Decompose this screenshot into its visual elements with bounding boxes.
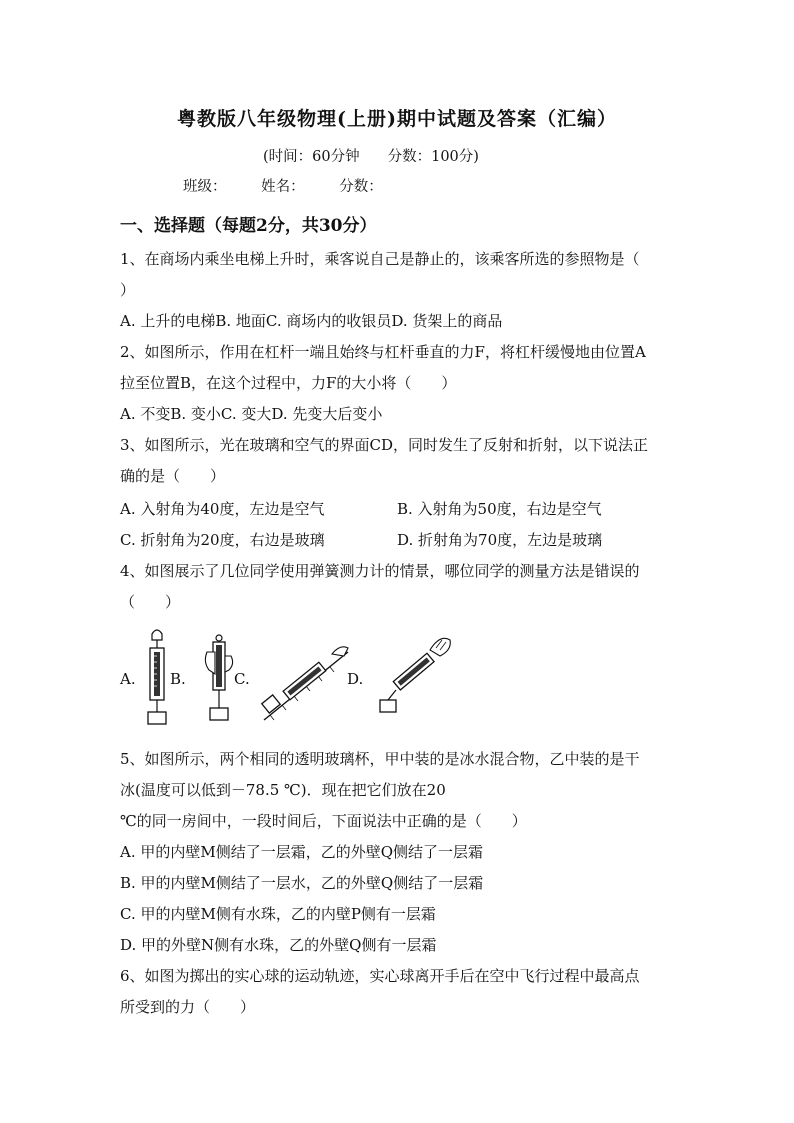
q1-stem-line2: ）: [120, 281, 136, 299]
exam-info: [263, 145, 479, 166]
class-field: 班级：: [183, 179, 227, 195]
q5-stem-line3: ℃的同一房间中，一段时间后，下面说法中正确的是（ ）: [120, 812, 527, 830]
q1-stem-line1: 1、在商场内乘坐电梯上升时，乘客说自己是静止的，该乘客所选的参照物是（: [120, 250, 640, 268]
q4-stem-line2: （ ）: [120, 593, 181, 611]
spring-scale-figure: [120, 626, 460, 731]
q2-options: A. 不变B. 变小C. 变大D. 先变大后变小: [120, 405, 383, 423]
figure-label-c: C.: [234, 670, 250, 688]
q1-options: A. 上升的电梯B. 地面C. 商场内的收银员D. 货架上的商品: [120, 312, 503, 330]
q5-stem-line2: 冰(温度可以低到－78.5 ℃)．现在把它们放在20: [120, 781, 446, 799]
student-fields: [183, 175, 413, 196]
q3-option-c: C. 折射角为20度，右边是玻璃: [120, 531, 325, 549]
spring-scale-d-drawing: [374, 628, 454, 718]
spring-scale-a-drawing: [142, 626, 172, 731]
q5-option-d: D. 甲的外壁N侧有水珠，乙的外壁Q侧有一层霜: [120, 936, 437, 954]
q4-stem-line1: 4、如图展示了几位同学使用弹簧测力计的情景，哪位同学的测量方法是错误的: [120, 562, 640, 580]
q3-option-a: A. 入射角为40度，左边是空气: [120, 500, 325, 518]
q6-stem-line2: 所受到的力（ ）: [120, 998, 256, 1016]
q3-stem-line1: 3、如图所示，光在玻璃和空气的界面CD，同时发生了反射和折射，以下说法正: [120, 436, 649, 454]
page-title: 粤教版八年级物理(上册)期中试题及答案（汇编）: [177, 108, 617, 130]
exam-total-score: 分数：100分): [387, 149, 479, 165]
spring-scale-c-drawing: [260, 632, 350, 722]
figure-label-b: B.: [170, 670, 186, 688]
q2-stem-line1: 2、如图所示，作用在杠杆一端且始终与杠杆垂直的力F，将杠杆缓慢地由位置A: [120, 343, 646, 361]
q3-stem-line2: 确的是（ ）: [120, 467, 226, 485]
figure-label-d: D.: [347, 670, 364, 688]
score-field: 分数：: [339, 179, 383, 195]
name-field: 姓名：: [261, 179, 305, 195]
figure-label-a: A.: [120, 670, 136, 688]
q2-stem-line2: 拉至位置B，在这个过程中，力F的大小将（ ）: [120, 374, 457, 392]
exam-time: (时间：60分钟: [263, 149, 360, 165]
q5-option-b: B. 甲的内壁M侧结了一层水，乙的外壁Q侧结了一层霜: [120, 874, 484, 892]
q5-option-c: C. 甲的内壁M侧有水珠，乙的内壁P侧有一层霜: [120, 905, 436, 923]
q6-stem-line1: 6、如图为掷出的实心球的运动轨迹，实心球离开手后在空中飞行过程中最高点: [120, 967, 640, 985]
spring-scale-b-drawing: [204, 630, 234, 730]
q3-option-b: B. 入射角为50度，右边是空气: [397, 500, 602, 518]
section-heading: 一、选择题（每题2分，共30分）: [120, 216, 377, 236]
q5-stem-line1: 5、如图所示，两个相同的透明玻璃杯，甲中装的是冰水混合物，乙中装的是干: [120, 750, 640, 768]
q3-option-d: D. 折射角为70度，左边是玻璃: [397, 531, 603, 549]
q5-option-a: A. 甲的内壁M侧结了一层霜，乙的外壁Q侧结了一层霜: [120, 843, 484, 861]
